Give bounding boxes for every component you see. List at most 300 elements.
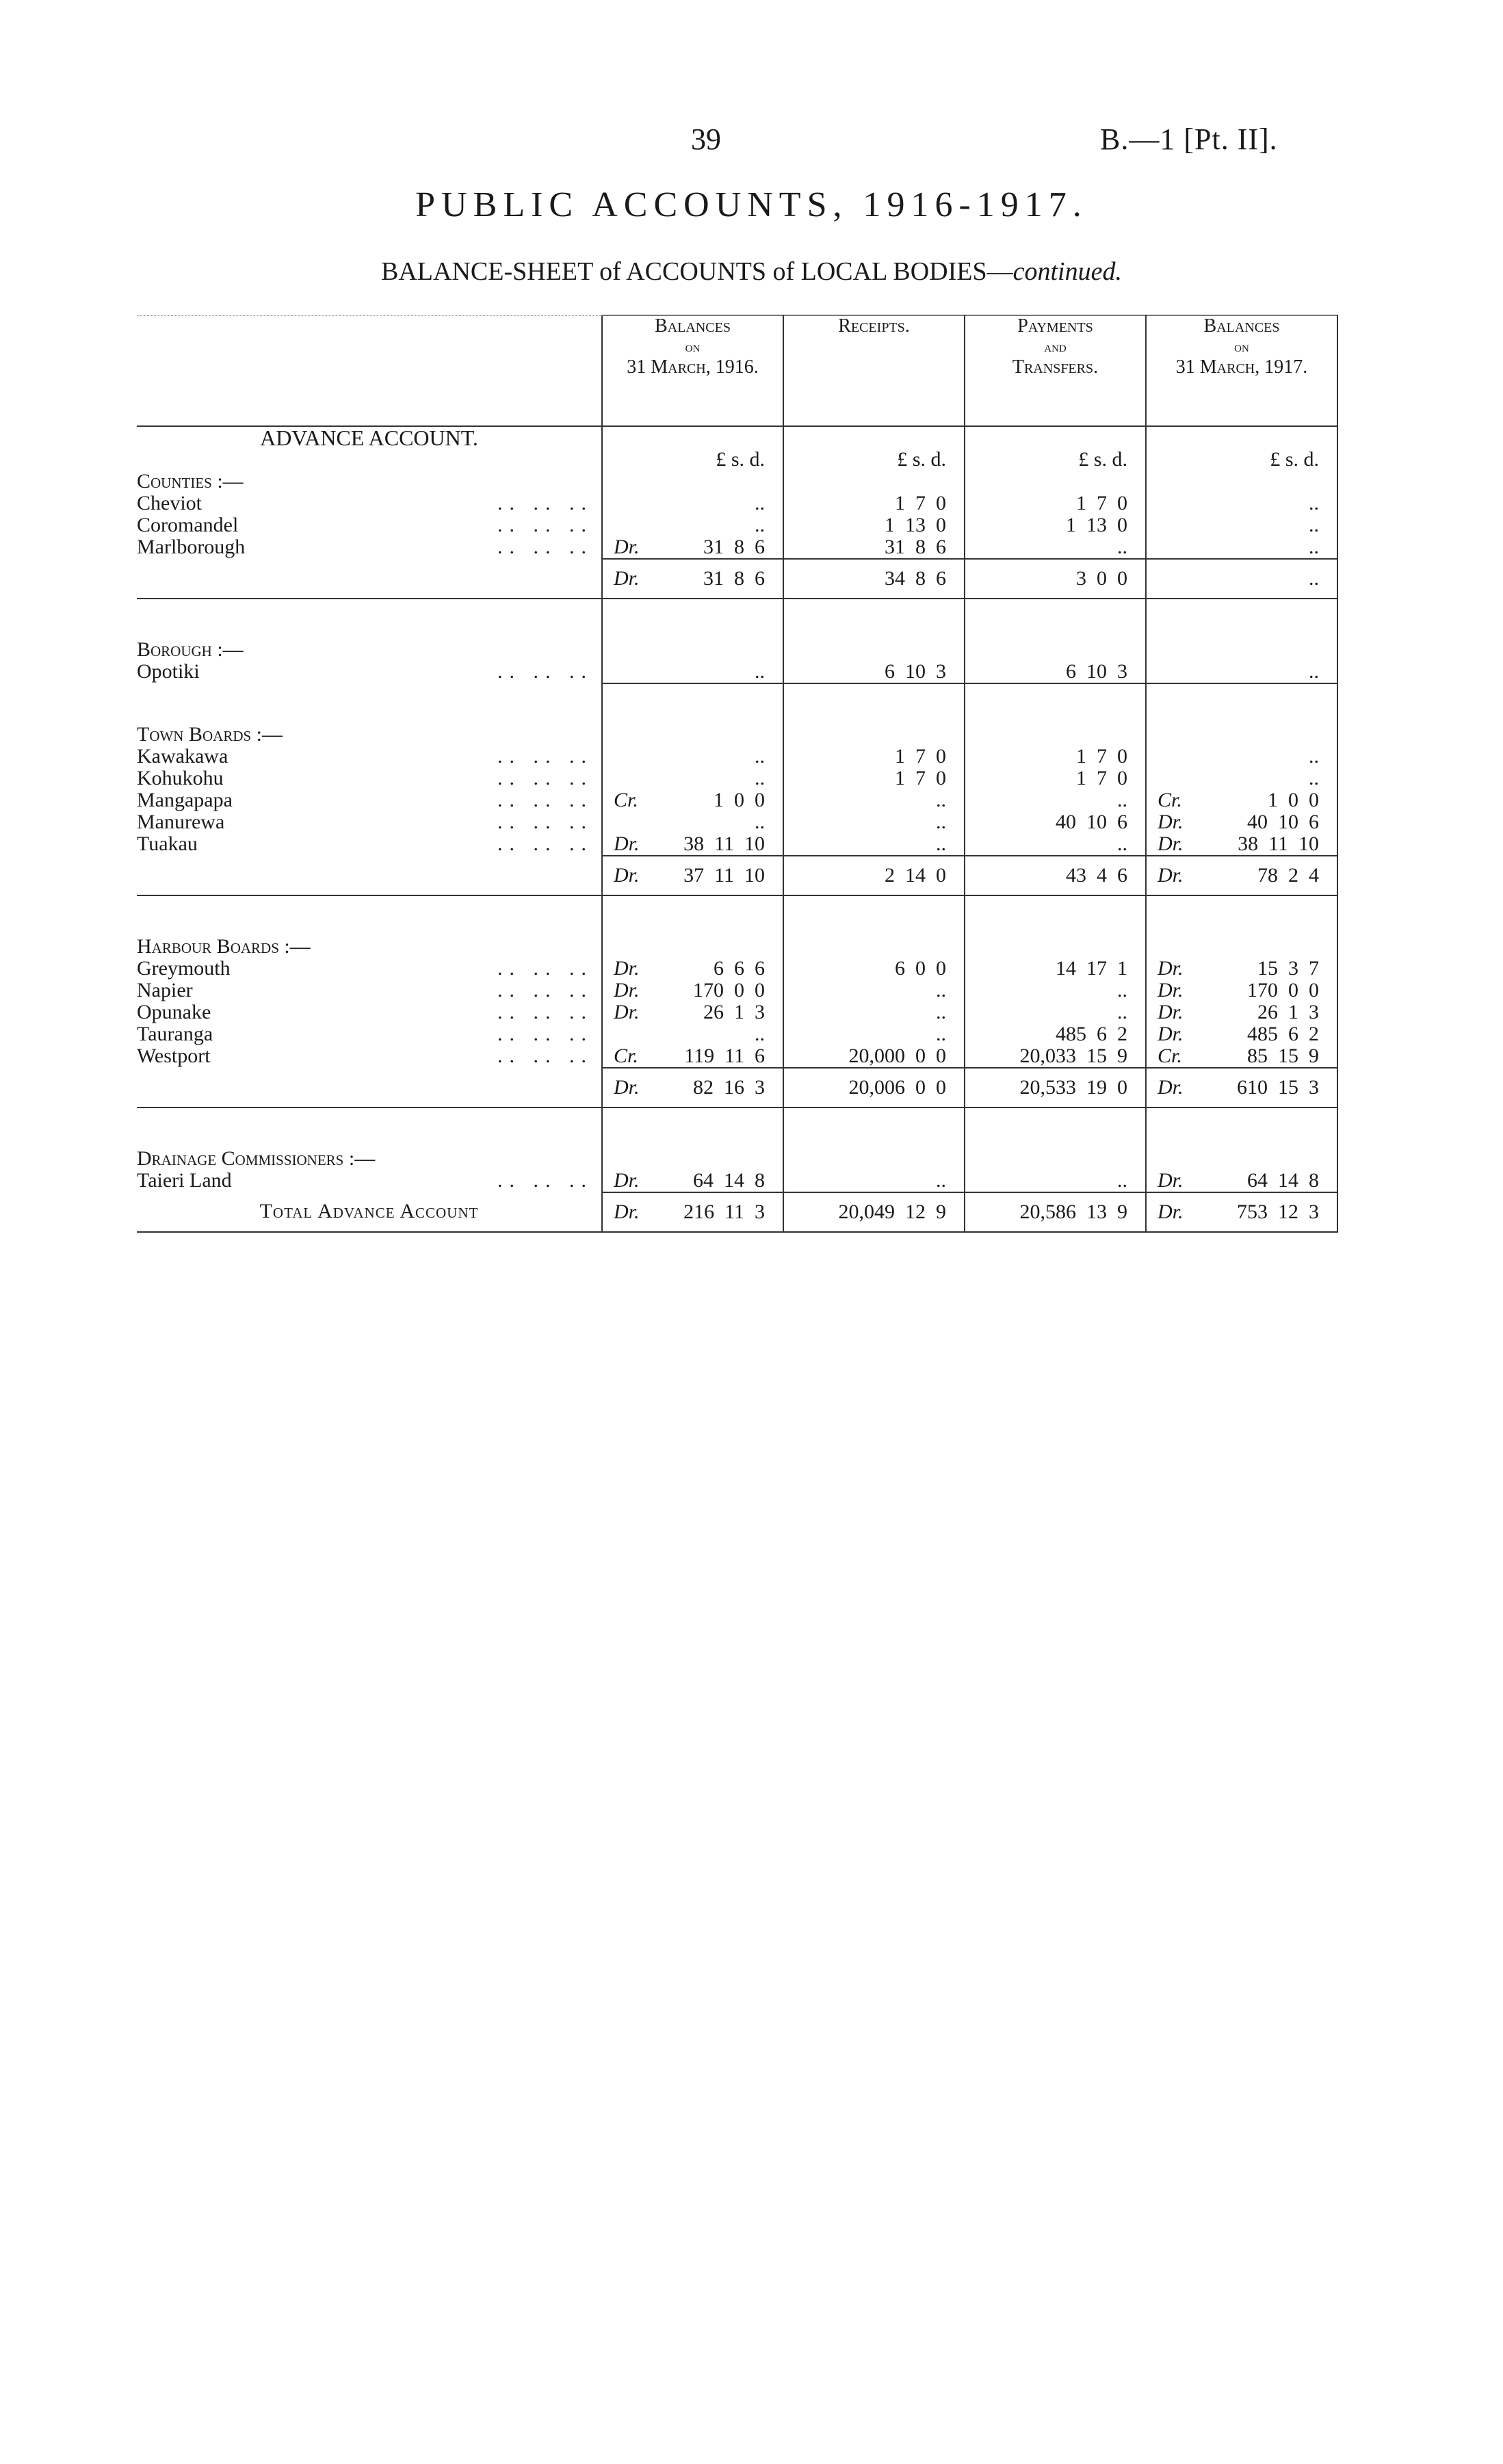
amount-value: 20,006 0 0 xyxy=(848,1076,946,1099)
receipts-cell xyxy=(783,980,965,1001)
amount-value: 38 11 10 xyxy=(683,833,765,855)
dr-cr-marker: Dr. xyxy=(1158,1169,1184,1192)
amount-value: .. xyxy=(1309,745,1319,768)
balance-1916-cell xyxy=(602,1045,783,1068)
dr-cr-marker: Cr. xyxy=(614,789,638,811)
header-text: Balances xyxy=(655,315,731,337)
amount-value: 14 17 1 xyxy=(1056,957,1127,980)
name-text: Tauranga xyxy=(137,1023,213,1045)
payments-cell xyxy=(965,536,1146,559)
dr-cr-marker: Dr. xyxy=(1158,1001,1184,1023)
leader-dots: .. .. .. xyxy=(497,536,593,558)
empty-cell xyxy=(965,1108,1146,1148)
body-name xyxy=(137,493,602,514)
balance-1917-cell xyxy=(1146,536,1337,559)
balance-1917-cell xyxy=(1146,559,1337,599)
table-header-row xyxy=(137,315,1337,426)
body-name xyxy=(137,1023,602,1045)
payments-cell xyxy=(965,980,1146,1001)
leader-dots: .. .. .. xyxy=(497,1023,593,1045)
body-name xyxy=(137,768,602,789)
balance-1916-cell xyxy=(602,493,783,514)
empty-cell xyxy=(1146,599,1337,639)
amount-value: 485 6 2 xyxy=(1247,1023,1319,1045)
body-name xyxy=(137,958,602,980)
receipts-cell xyxy=(783,1023,965,1045)
leader-dots: .. .. .. xyxy=(497,957,593,980)
body-name xyxy=(137,1001,602,1023)
dr-cr-marker: Dr. xyxy=(1158,957,1184,980)
balance-1917-cell xyxy=(1146,1023,1337,1045)
table-row xyxy=(137,1023,1337,1045)
body-name xyxy=(137,811,602,833)
leader-dots: .. .. .. xyxy=(497,833,593,855)
amount-value: 43 4 6 xyxy=(1066,864,1127,887)
group-heading xyxy=(137,936,602,958)
amount-value: .. xyxy=(755,492,765,514)
leader-dots: .. .. .. xyxy=(497,767,593,789)
grand-total-label: Total Advance Account xyxy=(137,1192,602,1232)
name-text: Drainage Commissioners :— xyxy=(137,1147,376,1170)
empty-cell xyxy=(965,639,1146,661)
grand-total-row xyxy=(137,1192,1337,1232)
balance-1917-cell xyxy=(1146,980,1337,1001)
name-text: Harbour Boards :— xyxy=(137,935,311,958)
dr-cr-marker: Dr. xyxy=(614,1076,640,1099)
balance-1916-cell xyxy=(602,661,783,683)
name-text: Mangapapa xyxy=(137,789,233,811)
header-text: Transfers. xyxy=(1012,356,1099,378)
balance-1916-cell xyxy=(602,811,783,833)
balance-1917-cell xyxy=(1146,856,1337,895)
empty-cell xyxy=(602,1148,783,1170)
amount-value: 6 10 3 xyxy=(1066,660,1127,683)
name-text: Kohukohu xyxy=(137,767,224,789)
amount-value: 31 8 6 xyxy=(885,536,946,558)
amount-value: .. xyxy=(936,811,946,833)
amount-value: .. xyxy=(1309,514,1319,536)
amount-value: .. xyxy=(936,979,946,1001)
header-text: and xyxy=(1044,338,1067,355)
amount-value: .. xyxy=(755,745,765,768)
amount-value: 31 8 6 xyxy=(703,536,765,558)
amount-value: 26 1 3 xyxy=(1257,1001,1319,1023)
table-row xyxy=(137,833,1337,856)
balance-1917-cell xyxy=(1146,768,1337,789)
empty-cell xyxy=(965,936,1146,958)
receipts-cell xyxy=(783,1001,965,1023)
receipts-cell xyxy=(783,856,965,895)
leader-dots: .. .. .. xyxy=(497,979,593,1001)
payments-cell xyxy=(965,1068,1146,1108)
leader-dots: .. .. .. xyxy=(497,492,593,514)
balance-1916-cell xyxy=(602,1170,783,1192)
table-row xyxy=(137,1170,1337,1192)
units-row xyxy=(137,449,1337,471)
amount-value: .. xyxy=(755,811,765,833)
header-balances-1917 xyxy=(1146,315,1337,426)
receipts-cell xyxy=(783,789,965,811)
amount-value: 26 1 3 xyxy=(703,1001,765,1023)
section-title: ADVANCE ACCOUNT. xyxy=(260,425,478,450)
balance-1917-cell xyxy=(1146,1045,1337,1068)
receipts-cell xyxy=(783,1045,965,1068)
dr-cr-marker: Dr. xyxy=(614,567,640,590)
leader-dots: .. .. .. xyxy=(497,1045,593,1067)
amount-value: 6 0 0 xyxy=(895,957,946,980)
body-name xyxy=(137,449,602,471)
table-row xyxy=(137,746,1337,768)
name-text: Opunake xyxy=(137,1001,211,1023)
empty-cell xyxy=(965,683,1146,724)
dr-cr-marker: Dr. xyxy=(614,1001,640,1023)
payments-cell xyxy=(965,789,1146,811)
name-text: Counties :— xyxy=(137,470,244,493)
page-title: PUBLIC ACCOUNTS, 1916-1917. xyxy=(415,185,1088,224)
empty-cell xyxy=(1146,471,1337,493)
dr-cr-marker: Dr. xyxy=(1158,833,1184,855)
balance-1917-cell xyxy=(1146,514,1337,536)
leader-dots: .. .. .. xyxy=(497,1001,593,1023)
receipts-cell xyxy=(783,746,965,768)
unit-label: £ s. d. xyxy=(1146,449,1337,471)
body-name xyxy=(137,661,602,683)
amount-value: 753 12 3 xyxy=(1237,1201,1319,1223)
body-name xyxy=(137,559,602,599)
balance-1917-cell xyxy=(1146,833,1337,856)
name-text: Coromandel xyxy=(137,514,239,536)
amount-value: 40 10 6 xyxy=(1056,811,1127,833)
name-text: Town Boards :— xyxy=(137,723,283,746)
empty-cell xyxy=(602,895,783,936)
receipts-cell xyxy=(783,811,965,833)
empty-cell xyxy=(783,1108,965,1148)
group-total-row xyxy=(137,559,1337,599)
amount-value: .. xyxy=(1309,660,1319,683)
amount-value: 20,049 12 9 xyxy=(838,1201,946,1223)
balance-1917-cell xyxy=(1146,1068,1337,1108)
header-text: Balances xyxy=(1203,315,1280,337)
body-name xyxy=(137,833,602,856)
receipts-cell xyxy=(783,536,965,559)
amount-value: .. xyxy=(936,1169,946,1192)
amount-value: .. xyxy=(755,1023,765,1045)
name-text: Tuakau xyxy=(137,833,198,855)
page-number: 39 xyxy=(691,122,721,156)
amount-value: 40 10 6 xyxy=(1247,811,1319,833)
amount-value: .. xyxy=(936,789,946,811)
body-name xyxy=(137,1170,602,1192)
leader-dots: .. .. .. xyxy=(497,660,593,683)
balance-sheet-table xyxy=(137,315,1338,1233)
amount-value: 3 0 0 xyxy=(1076,567,1127,590)
balance-1916-cell xyxy=(602,789,783,811)
dr-cr-marker: Dr. xyxy=(1158,1076,1184,1099)
empty-cell xyxy=(965,426,1146,449)
amount-value: .. xyxy=(755,767,765,789)
amount-value: .. xyxy=(936,1023,946,1045)
empty-cell xyxy=(783,683,965,724)
empty-cell xyxy=(965,895,1146,936)
unit-label: £ s. d. xyxy=(965,449,1146,471)
table-row xyxy=(137,536,1337,559)
header-text: on xyxy=(1234,338,1249,355)
name-text: Greymouth xyxy=(137,957,231,980)
balance-1916-cell xyxy=(602,958,783,980)
name-text: Manurewa xyxy=(137,811,225,833)
body-name xyxy=(137,1068,602,1108)
empty-cell xyxy=(602,639,783,661)
subtitle-italic: continued. xyxy=(1012,257,1122,286)
payments-cell xyxy=(965,811,1146,833)
empty-cell xyxy=(783,724,965,746)
receipts-cell xyxy=(783,661,965,683)
dr-cr-marker: Dr. xyxy=(614,979,640,1001)
balance-1916-cell xyxy=(602,1023,783,1045)
header-text: Payments xyxy=(1017,315,1093,337)
empty-cell xyxy=(965,599,1146,639)
table-row xyxy=(137,493,1337,514)
balance-1916-cell xyxy=(602,980,783,1001)
receipts-cell xyxy=(783,559,965,599)
empty-cell xyxy=(783,936,965,958)
header-text: 31 March, 1916. xyxy=(627,356,759,378)
amount-value: 1 13 0 xyxy=(885,514,946,536)
table-row xyxy=(137,1001,1337,1023)
balance-1917-cell xyxy=(1146,1001,1337,1023)
balance-1917-cell xyxy=(1146,746,1337,768)
header-receipts xyxy=(783,315,965,426)
empty-cell xyxy=(1146,1148,1337,1170)
payments-cell xyxy=(965,493,1146,514)
amount-value: 34 8 6 xyxy=(885,567,946,590)
header-balances-1916 xyxy=(602,315,783,426)
empty-cell xyxy=(783,639,965,661)
empty-cell xyxy=(1146,639,1337,661)
amount-value: .. xyxy=(1117,1001,1127,1023)
amount-value: 6 10 3 xyxy=(885,660,946,683)
empty-cell xyxy=(1146,895,1337,936)
empty-cell xyxy=(1146,724,1337,746)
payments-cell xyxy=(965,1192,1146,1232)
table-row xyxy=(137,514,1337,536)
group-heading-row xyxy=(137,471,1337,493)
empty-cell xyxy=(783,471,965,493)
body-name xyxy=(137,895,602,936)
document-reference: B.—1 [Pt. II]. xyxy=(1100,122,1278,156)
dr-cr-marker: Dr. xyxy=(1158,979,1184,1001)
receipts-cell xyxy=(783,958,965,980)
balance-1917-cell xyxy=(1146,493,1337,514)
amount-value: 1 0 0 xyxy=(714,789,765,811)
dr-cr-marker: Dr. xyxy=(1158,864,1184,887)
empty-cell xyxy=(965,724,1146,746)
unit-label: £ s. d. xyxy=(602,449,783,471)
empty-cell xyxy=(1146,426,1337,449)
group-heading xyxy=(137,724,602,746)
balance-1916-cell xyxy=(602,746,783,768)
unit-label: £ s. d. xyxy=(783,449,965,471)
name-text: Taieri Land xyxy=(137,1169,232,1192)
amount-value: 20,533 19 0 xyxy=(1019,1076,1127,1099)
amount-value: .. xyxy=(755,660,765,683)
amount-value: .. xyxy=(936,833,946,855)
group-heading-row xyxy=(137,724,1337,746)
receipts-cell xyxy=(783,1068,965,1108)
group-heading xyxy=(137,639,602,661)
name-text: Marlborough xyxy=(137,536,246,558)
empty-cell xyxy=(602,724,783,746)
spacer-row xyxy=(137,683,1337,724)
amount-value: .. xyxy=(1117,979,1127,1001)
amount-value: 64 14 8 xyxy=(1247,1169,1319,1192)
amount-value: 6 6 6 xyxy=(714,957,765,980)
amount-value: .. xyxy=(1309,767,1319,789)
group-heading xyxy=(137,471,602,493)
body-name xyxy=(137,599,602,639)
dr-cr-marker: Dr. xyxy=(614,957,640,980)
leader-dots: .. .. .. xyxy=(497,1169,593,1192)
payments-cell xyxy=(965,1023,1146,1045)
balance-1917-cell xyxy=(1146,1170,1337,1192)
leader-dots: .. .. .. xyxy=(497,514,593,536)
amount-value: 31 8 6 xyxy=(703,567,765,590)
payments-cell xyxy=(965,856,1146,895)
amount-value: 2 14 0 xyxy=(885,864,946,887)
group-total-row xyxy=(137,856,1337,895)
amount-value: 64 14 8 xyxy=(693,1169,765,1192)
amount-value: 1 7 0 xyxy=(1076,767,1127,789)
receipts-cell xyxy=(783,1170,965,1192)
amount-value: 85 15 9 xyxy=(1247,1045,1319,1067)
table-row xyxy=(137,661,1337,683)
amount-value: .. xyxy=(755,514,765,536)
balance-1916-cell xyxy=(602,1001,783,1023)
amount-value: .. xyxy=(936,1001,946,1023)
receipts-cell xyxy=(783,833,965,856)
table-row xyxy=(137,768,1337,789)
amount-value: .. xyxy=(1117,833,1127,855)
table-row xyxy=(137,789,1337,811)
dr-cr-marker: Dr. xyxy=(614,1169,640,1192)
amount-value: 1 0 0 xyxy=(1268,789,1319,811)
empty-cell xyxy=(1146,1108,1337,1148)
payments-cell xyxy=(965,661,1146,683)
receipts-cell xyxy=(783,1192,965,1232)
body-name xyxy=(137,980,602,1001)
dr-cr-marker: Dr. xyxy=(1158,811,1184,833)
subtitle-main: BALANCE-SHEET of ACCOUNTS of LOCAL BODIES— xyxy=(381,257,1013,286)
payments-cell xyxy=(965,958,1146,980)
name-text: Westport xyxy=(137,1045,211,1067)
amount-value: .. xyxy=(1309,492,1319,514)
amount-value: 170 0 0 xyxy=(693,979,765,1001)
body-name xyxy=(137,514,602,536)
balance-1916-cell xyxy=(602,514,783,536)
group-heading-row xyxy=(137,639,1337,661)
header-text: on xyxy=(685,338,701,355)
body-name xyxy=(137,683,602,724)
amount-value: .. xyxy=(1117,789,1127,811)
dr-cr-marker: Cr. xyxy=(1158,1045,1182,1067)
amount-value: 485 6 2 xyxy=(1056,1023,1127,1045)
payments-cell xyxy=(965,559,1146,599)
amount-value: 20,033 15 9 xyxy=(1019,1045,1127,1067)
spacer-row xyxy=(137,895,1337,936)
amount-value: 82 16 3 xyxy=(693,1076,765,1099)
amount-value: 1 13 0 xyxy=(1066,514,1127,536)
amount-value: 216 11 3 xyxy=(683,1201,765,1223)
amount-value: 15 3 7 xyxy=(1257,957,1319,980)
leader-dots: .. .. .. xyxy=(497,745,593,768)
balance-1917-cell xyxy=(1146,789,1337,811)
empty-cell xyxy=(783,1148,965,1170)
balance-1916-cell xyxy=(602,833,783,856)
body-name xyxy=(137,856,602,895)
body-name xyxy=(137,1045,602,1068)
empty-cell xyxy=(602,599,783,639)
receipts-cell xyxy=(783,768,965,789)
receipts-cell xyxy=(783,514,965,536)
balance-1916-cell xyxy=(602,768,783,789)
empty-cell xyxy=(602,1108,783,1148)
dr-cr-marker: Cr. xyxy=(614,1045,638,1067)
dr-cr-marker: Cr. xyxy=(1158,789,1182,811)
balance-1916-cell xyxy=(602,856,783,895)
empty-cell xyxy=(783,599,965,639)
empty-cell xyxy=(965,471,1146,493)
header-blank xyxy=(137,315,602,426)
payments-cell xyxy=(965,768,1146,789)
payments-cell xyxy=(965,1001,1146,1023)
dr-cr-marker: Dr. xyxy=(1158,1201,1184,1223)
name-text: Borough :— xyxy=(137,638,244,661)
name-text: Napier xyxy=(137,979,193,1001)
table-row xyxy=(137,980,1337,1001)
amount-value: .. xyxy=(1309,536,1319,558)
empty-cell xyxy=(1146,683,1337,724)
balance-1917-cell xyxy=(1146,811,1337,833)
payments-cell xyxy=(965,833,1146,856)
empty-cell xyxy=(783,426,965,449)
amount-value: 1 7 0 xyxy=(895,745,946,768)
empty-cell xyxy=(965,1148,1146,1170)
leader-dots: .. .. .. xyxy=(497,811,593,833)
amount-value: 37 11 10 xyxy=(683,864,765,887)
amount-value: 1 7 0 xyxy=(895,767,946,789)
dr-cr-marker: Dr. xyxy=(614,864,640,887)
header-payments xyxy=(965,315,1146,426)
table-body xyxy=(137,426,1337,1232)
amount-value: 78 2 4 xyxy=(1257,864,1319,887)
amount-value: 1 7 0 xyxy=(1076,745,1127,768)
table-row xyxy=(137,958,1337,980)
table-row xyxy=(137,811,1337,833)
spacer-row xyxy=(137,599,1337,639)
amount-value: 20,000 0 0 xyxy=(848,1045,946,1067)
amount-value: 38 11 10 xyxy=(1238,833,1319,855)
dr-cr-marker: Dr. xyxy=(614,536,640,558)
group-heading-row xyxy=(137,936,1337,958)
page-subtitle xyxy=(0,257,1503,287)
payments-cell xyxy=(965,746,1146,768)
header-text: 31 March, 1917. xyxy=(1175,356,1308,378)
payments-cell xyxy=(965,1045,1146,1068)
body-name xyxy=(137,536,602,559)
body-name xyxy=(137,746,602,768)
empty-cell xyxy=(783,895,965,936)
amount-value: 119 11 6 xyxy=(684,1045,765,1067)
